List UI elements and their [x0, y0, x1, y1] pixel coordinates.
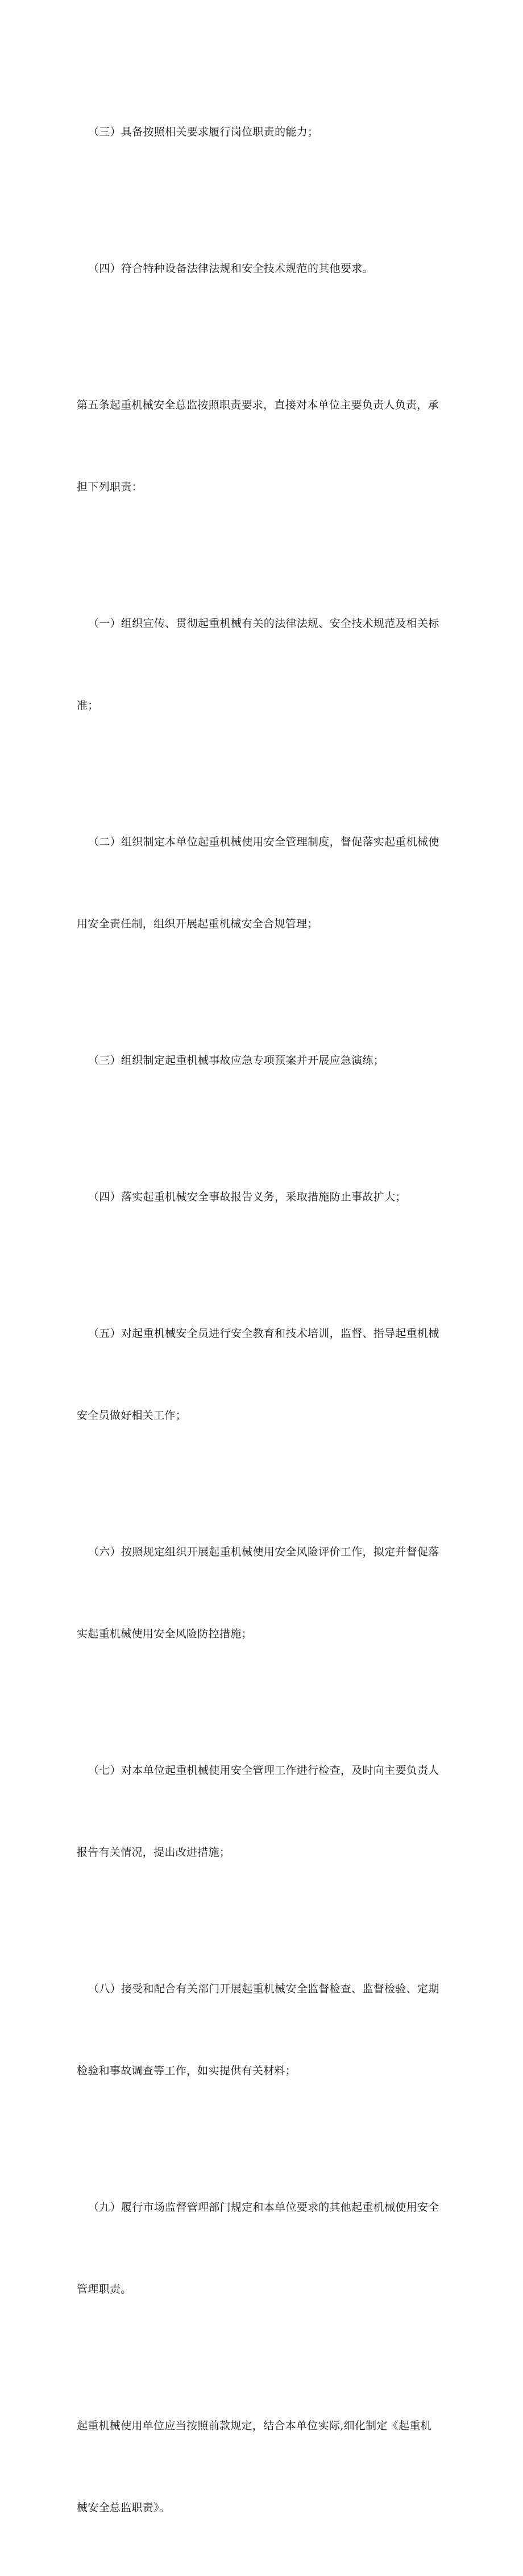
text-line: 械安全总监职责》。: [77, 2501, 171, 2514]
paragraph-duty-9: [77, 2139, 450, 2358]
paragraph-closing-note: [77, 2358, 450, 2576]
text-line: 用安全责任制，组织开展起重机械安全合规管理；: [77, 918, 318, 930]
text-line: （二）组织制定本单位起重机械使用安全管理制度，督促落实起重机械使: [88, 836, 439, 848]
paragraph-duty-4: [77, 1129, 450, 1265]
text-line: （五）对起重机械安全员进行安全教育和技术培训，监督、指导起重机械: [88, 1327, 439, 1340]
text-line: 准；: [77, 699, 99, 712]
paragraph-duty-2: [77, 774, 450, 992]
text-line: （九）履行市场监督管理部门规定和本单位要求的其他起重机械使用安全: [88, 2201, 439, 2214]
document-page: [77, 64, 450, 2576]
paragraph-article-5: [77, 337, 450, 555]
text-line: 检验和事故调查等工作，如实提供有关材料；: [77, 2065, 297, 2077]
text-line: 起重机械使用单位应当按照前款规定，结合本单位实际,细化制定《起重机: [77, 2420, 431, 2432]
text-line: 第五条起重机械安全总监按照职责要求，直接对本单位主要负责人负责，承: [77, 399, 439, 411]
text-line: 安全员做好相关工作；: [77, 1409, 187, 1422]
text-line: （一）组织宣传、贯彻起重机械有关的法律法规、安全技术规范及相关标: [88, 617, 439, 630]
text-line: 管理职责。: [77, 2283, 132, 2296]
paragraph-duty-7: [77, 1702, 450, 1921]
text-line: 担下列职责：: [77, 481, 143, 493]
text-line: （四）符合特种设备法律法规和安全技术规范的其他要求。: [88, 262, 373, 275]
paragraph-duty-8: [77, 1921, 450, 2139]
text-line: （四）落实起重机械安全事故报告义务，采取措施防止事故扩大；: [88, 1191, 406, 1203]
paragraph-duty-3: [77, 992, 450, 1129]
paragraph-duty-6: [77, 1484, 450, 1702]
paragraph-duty-5: [77, 1265, 450, 1484]
text-line: （三）具备按照相关要求履行岗位职责的能力；: [88, 126, 319, 138]
text-line: 实起重机械使用安全风险防控措施；: [77, 1628, 252, 1640]
text-line: （七）对本单位起重机械使用安全管理工作进行检查，及时向主要负责人: [88, 1764, 439, 1777]
text-line: （六）按照规定组织开展起重机械使用安全风险评价工作，拟定并督促落: [88, 1546, 439, 1558]
paragraph-item-3-ability: [77, 64, 450, 200]
text-line: （三）组织制定起重机械事故应急专项预案并开展应急演练；: [88, 1054, 385, 1067]
paragraph-duty-1: [77, 555, 450, 774]
text-line: （八）接受和配合有关部门开展起重机械安全监督检查、监督检验、定期: [88, 1983, 439, 1995]
text-line: 报告有关情况，提出改进措施；: [77, 1846, 231, 1859]
paragraph-item-4-requirements: [77, 200, 450, 337]
